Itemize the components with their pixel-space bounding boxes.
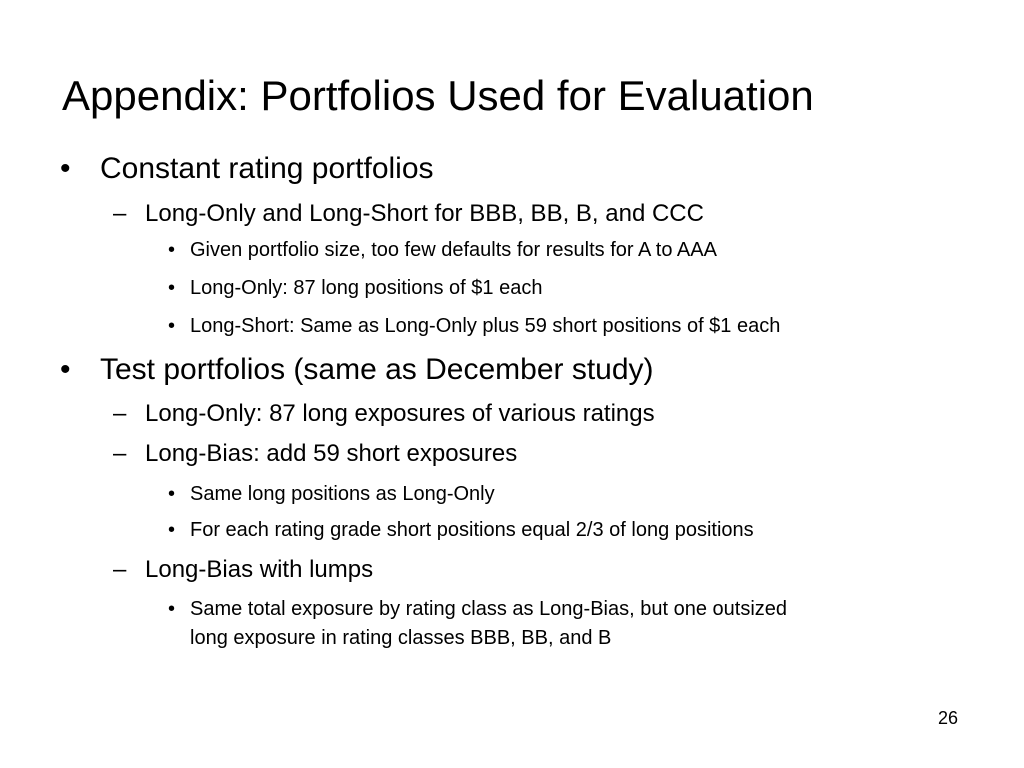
- bullet-marker: •: [168, 315, 176, 337]
- bullet-item: [113, 440, 518, 468]
- bullet-marker: •: [168, 598, 176, 620]
- bullet-text: Long-Only: 87 long positions of $1 each: [190, 277, 543, 299]
- bullet-marker: •: [168, 239, 176, 261]
- bullet-text: For each rating grade short positions equal 2/3 of long positions: [190, 519, 754, 541]
- bullet-text: Long-Short: Same as Long-Only plus 59 short positions of $1 each: [190, 315, 781, 337]
- bullet-item: [168, 274, 543, 303]
- bullet-text: Long-Only: 87 long exposures of various ratings: [145, 400, 655, 427]
- bullet-item: [168, 480, 495, 509]
- bullet-text: Long-Bias: add 59 short exposures: [145, 440, 518, 467]
- bullet-marker: •: [168, 483, 176, 505]
- bullet-item: [113, 556, 374, 584]
- dash-marker: –: [113, 556, 127, 583]
- bullet-item: [168, 312, 781, 341]
- bullet-text: Constant rating portfolios: [100, 152, 434, 185]
- dash-marker: –: [113, 440, 127, 467]
- bullet-text: Same long positions as Long-Only: [190, 483, 495, 505]
- bullet-text-line: Same total exposure by rating class as Long-Bias, but one outsized: [190, 598, 788, 620]
- bullet-item: [60, 152, 434, 186]
- bullet-item: [60, 353, 654, 387]
- bullet-text: Given portfolio size, too few defaults for results for A to AAA: [190, 239, 717, 261]
- page-number: 26: [938, 708, 959, 728]
- bullet-item: [168, 236, 717, 265]
- bullet-marker: •: [168, 277, 176, 299]
- bullet-text: Long-Bias with lumps: [145, 556, 374, 583]
- dash-marker: –: [113, 400, 127, 427]
- bullet-item: [168, 516, 754, 545]
- bullet-marker: •: [60, 152, 71, 185]
- bullet-marker: •: [168, 519, 176, 541]
- bullet-item: [113, 400, 655, 428]
- slide-title: Appendix: Portfolios Used for Evaluation: [62, 72, 814, 119]
- bullet-text: Long-Only and Long-Short for BBB, BB, B, and CCC: [145, 200, 704, 227]
- bullet-marker: •: [60, 353, 71, 386]
- bullet-item: [113, 200, 704, 228]
- bullet-item: [168, 595, 788, 653]
- bullet-text-line: long exposure in rating classes BBB, BB, and B: [190, 627, 612, 649]
- bullet-text: Test portfolios (same as December study): [100, 353, 654, 386]
- dash-marker: –: [113, 200, 127, 227]
